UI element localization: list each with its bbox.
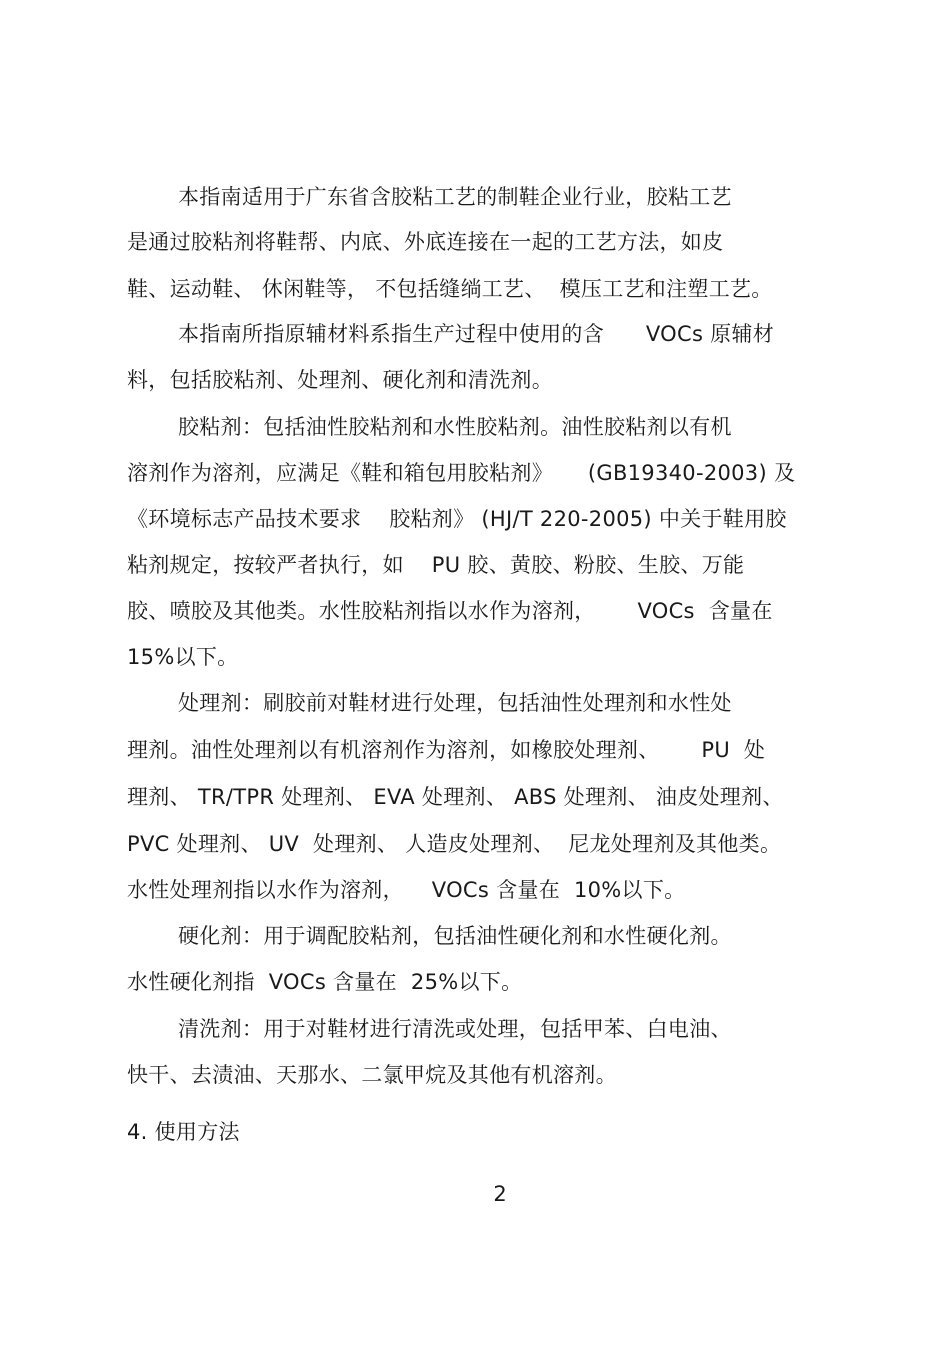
text-line: 《环境标志产品技术要求 胶粘剂》 (HJ/T 220-2005) 中关于鞋用胶 — [127, 507, 787, 531]
text-line: 理剂、 TR/TPR 处理剂、 EVA 处理剂、 ABS 处理剂、 油皮处理剂、 — [127, 785, 784, 809]
text-line: 料，包括胶粘剂、处理剂、硬化剂和清洗剂。 — [127, 368, 553, 392]
text-line: 胶粘剂：包括油性胶粘剂和水性胶粘剂。油性胶粘剂以有机 — [178, 415, 732, 439]
text-line: 处理剂：刷胶前对鞋材进行处理，包括油性处理剂和水性处 — [178, 691, 732, 715]
text-line: 硬化剂：用于调配胶粘剂，包括油性硬化剂和水性硬化剂。 — [178, 924, 732, 948]
text-line: 本指南所指原辅材料系指生产过程中使用的含 VOCs 原辅材 — [178, 322, 775, 346]
text-line: 粘剂规定，按较严者执行，如 PU 胶、黄胶、粉胶、生胶、万能 — [127, 553, 745, 577]
text-line: 15%以下。 — [127, 645, 239, 669]
text-line: 胶、喷胶及其他类。水性胶粘剂指以水作为溶剂， VOCs 含量在 — [127, 599, 773, 623]
text-line: 鞋、运动鞋、 休闲鞋等， 不包括缝绱工艺、 模压工艺和注塑工艺。 — [127, 277, 773, 301]
text-line: 快干、去渍油、天那水、二氯甲烷及其他有机溶剂。 — [127, 1063, 617, 1087]
text-line: 是通过胶粘剂将鞋帮、内底、外底连接在一起的工艺方法，如皮 — [127, 230, 724, 254]
text-line: 清洗剂：用于对鞋材进行清洗或处理，包括甲苯、白电油、 — [178, 1017, 732, 1041]
text-line: 溶剂作为溶剂，应满足《鞋和箱包用胶粘剂》 (GB19340-2003) 及 — [127, 461, 796, 485]
text-line: 本指南适用于广东省含胶粘工艺的制鞋企业行业，胶粘工艺 — [178, 185, 732, 209]
page-number: 2 — [493, 1182, 507, 1206]
text-line: 水性处理剂指以水作为溶剂， VOCs 含量在 10%以下。 — [127, 878, 686, 902]
text-line: PVC 处理剂、 UV 处理剂、 人造皮处理剂、 尼龙处理剂及其他类。 — [127, 832, 782, 856]
text-line: 理剂。油性处理剂以有机溶剂作为溶剂，如橡胶处理剂、 PU 处 — [127, 738, 766, 762]
section-heading: 4. 使用方法 — [127, 1120, 240, 1144]
text-line: 水性硬化剂指 VOCs 含量在 25%以下。 — [127, 970, 523, 994]
